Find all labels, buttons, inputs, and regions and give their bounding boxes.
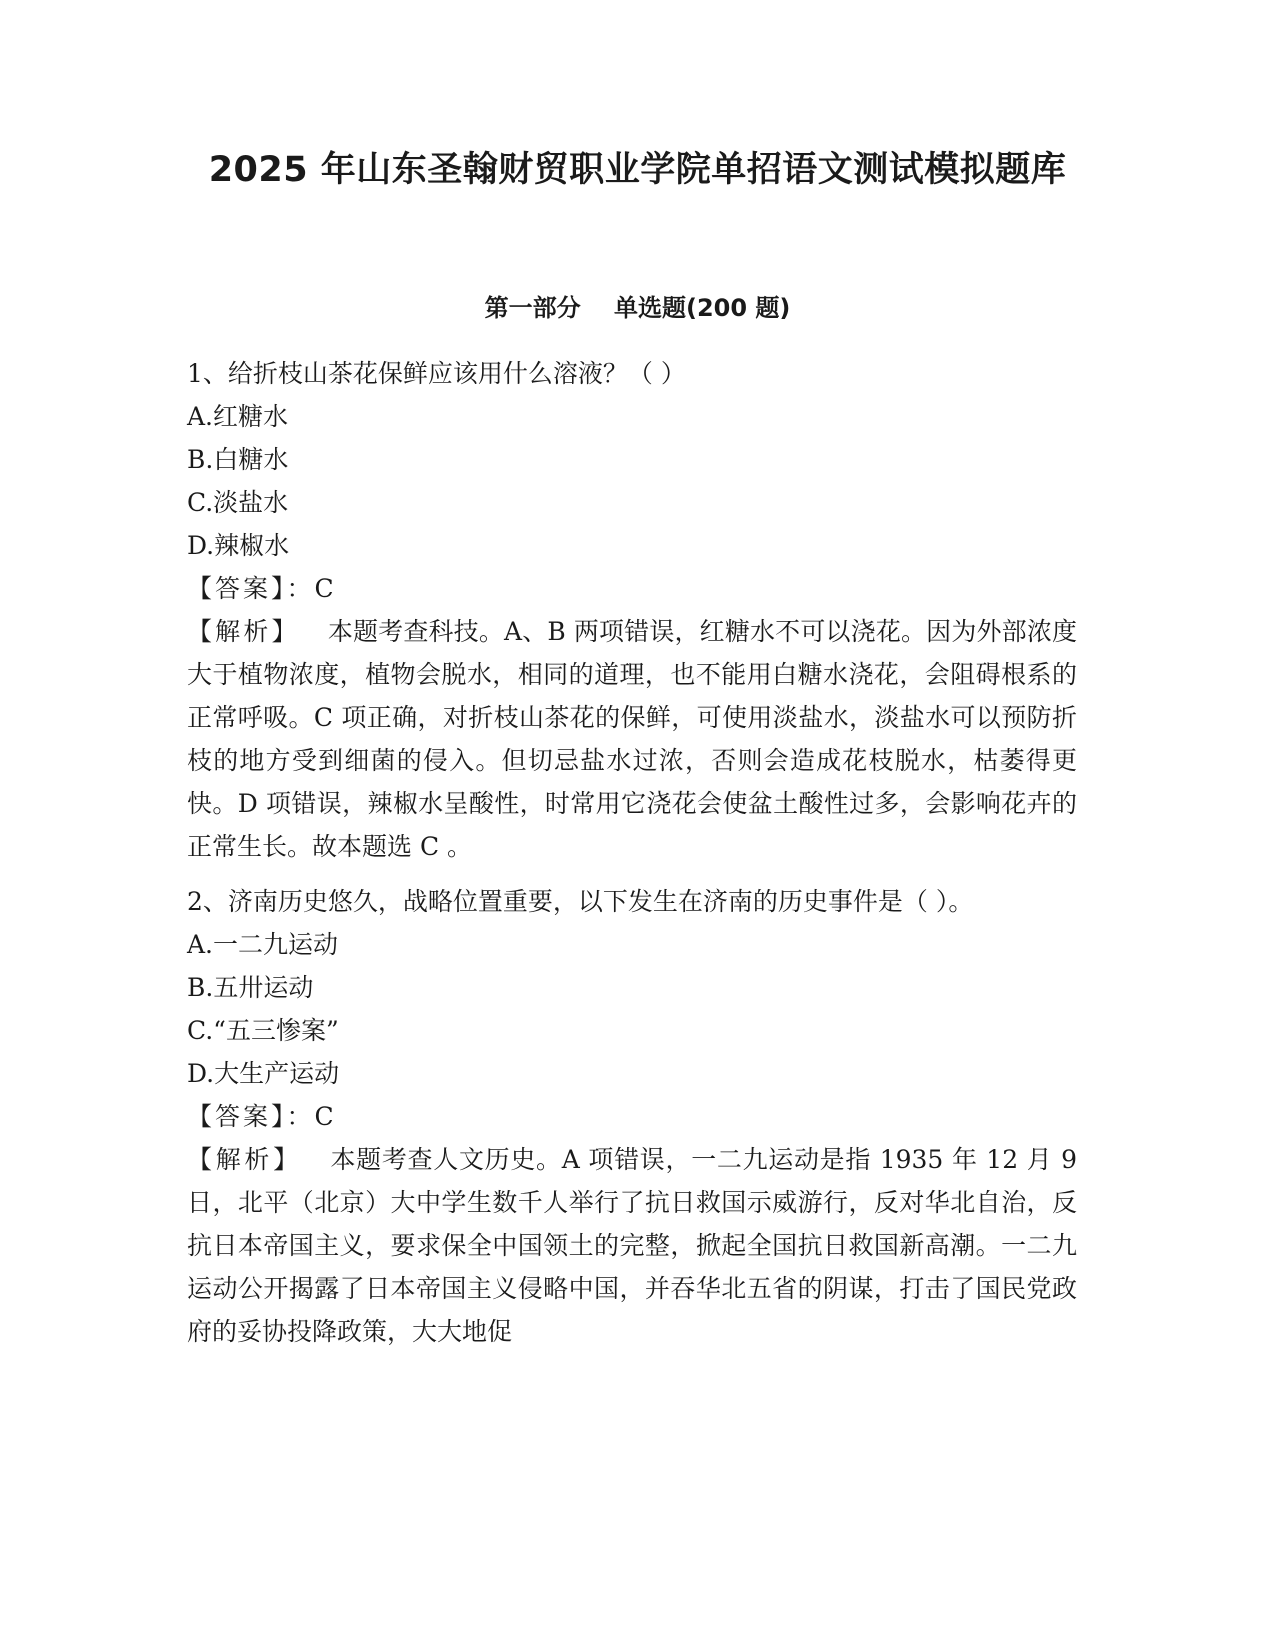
question-2-option-c: C.“五三惨案” <box>187 1016 339 1045</box>
question-1-option-d: D.辣椒水 <box>187 531 290 560</box>
answer-label: 【答案】： <box>187 574 315 603</box>
question-2 <box>187 880 1077 1353</box>
question-1-answer <box>187 567 1077 610</box>
question-2-stem: 2、济南历史悠久，战略位置重要，以下发生在济南的历史事件是（ ）。 <box>187 887 974 916</box>
document-title: 2025 年山东圣翰财贸职业学院单招语文测试模拟题库 <box>208 150 1067 190</box>
question-1-stem: 1、给折枝山茶花保鲜应该用什么溶液？（ ） <box>187 359 686 388</box>
analysis-label: 【解析】 <box>187 1145 302 1174</box>
question-1-option-c: C.淡盐水 <box>187 488 289 517</box>
question-2-analysis <box>187 1138 1077 1353</box>
analysis-label: 【解析】 <box>187 617 300 646</box>
question-list <box>187 352 1077 1353</box>
analysis-text: 本题考查人文历史。A 项错误，一二九运动是指 1935 年 12 月 9 日，北平（北京）大中学生数千人举行了抗日救国示威游行，反对华北自治，反抗日本帝国主义，要求保全中国领土的完整，掀起全国抗日救国新高潮。一二九运动公开揭露了日本帝国主义侵略中国，并吞华北五省的阴谋，打击了国民党政府的妥协投降政策，大大地促 <box>187 1145 1077 1346</box>
analysis-text: 本题考查科技。A、B 两项错误，红糖水不可以浇花。因为外部浓度大于植物浓度，植物会脱水，相同的道理，也不能用白糖水浇花，会阻碍根系的正常呼吸。C 项正确，对折枝山茶花的保鲜，可使用淡盐水，淡盐水可以预防折枝的地方受到细菌的侵入。但切忌盐水过浓，否则会造成花枝脱水，枯萎得更快。D 项错误，辣椒水呈酸性，时常用它浇花会使盆土酸性过多，会影响花卉的正常生长。故本题选 C 。 <box>187 617 1077 861</box>
question-1-option-a: A.红糖水 <box>187 402 289 431</box>
question-1-analysis <box>187 610 1077 868</box>
answer-value: C <box>314 1102 334 1131</box>
question-2-answer <box>187 1095 1077 1138</box>
answer-value: C <box>314 574 334 603</box>
question-2-option-a: A.一二九运动 <box>187 930 339 959</box>
section-title: 第一部分 单选题(200 题) <box>484 294 791 322</box>
question-1 <box>187 352 1077 868</box>
answer-label: 【答案】： <box>187 1102 315 1131</box>
question-2-option-b: B.五卅运动 <box>187 973 314 1002</box>
question-2-option-d: D.大生产运动 <box>187 1059 340 1088</box>
question-1-option-b: B.白糖水 <box>187 445 289 474</box>
